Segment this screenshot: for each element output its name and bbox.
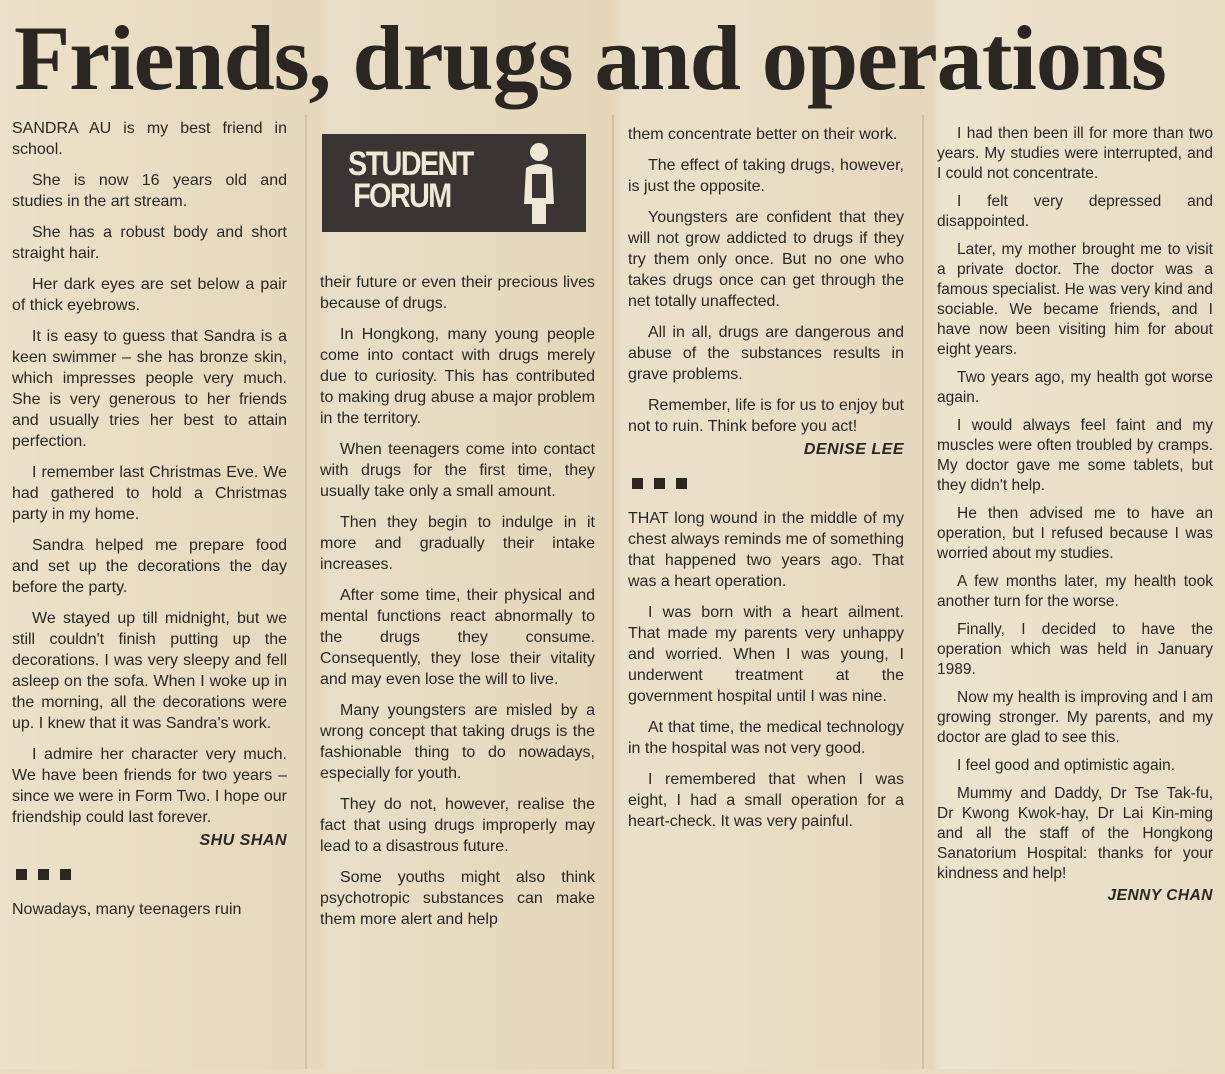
paragraph: their future or even their precious lives because of drugs. — [320, 274, 595, 312]
paragraph: Remember, life is for us to enjoy but not to ruin. Think before you act! — [628, 397, 904, 435]
paragraph: She has a robust body and short straight hair. — [12, 224, 287, 262]
column-3 — [628, 124, 904, 1074]
paragraph: Many youngsters are misled by a wrong concept that taking drugs is the fashionable thing to do nowadays, especially for youth. — [320, 702, 595, 782]
paragraph: We stayed up till midnight, but we still couldn't finish putting up the decorations. I was very sleepy and fell asleep on the sofa. When I woke up in the morning, all the decorations were up. I knew that it was Sandra's work. — [12, 610, 287, 732]
paragraph: Later, my mother brought me to visit a private doctor. The doctor was a famous specialist. He was very kind and sociable. We became friends, and I have now been visiting him for about eight years. — [937, 241, 1213, 358]
column-divider — [922, 115, 924, 1069]
paragraph: They do not, however, realise the fact that using drugs improperly may lead to a disastrous future. — [320, 796, 595, 855]
paragraph: them concentrate better on their work. — [628, 126, 898, 143]
paragraph: I was born with a heart ailment. That made my parents very unhappy and worried. When I was young, I underwent treatment at the government hospital until I was nine. — [628, 604, 904, 705]
paragraph: Now my health is improving and I am growing stronger. My parents, and my doctor are glad to see this. — [937, 689, 1213, 746]
paragraph: Some youths might also think psychotropic substances can make them more alert and help — [320, 869, 595, 928]
paragraph: In Hongkong, many young people come into contact with drugs merely due to curiosity. This has contributed to making drug abuse a major problem in the territory. — [320, 326, 595, 427]
paragraph: Two years ago, my health got worse again. — [937, 369, 1213, 406]
paragraph: After some time, their physical and mental functions react abnormally to the drugs they consume. Consequently, they lose their vitality and may even lose the will to live. — [320, 587, 595, 688]
section-separator — [632, 474, 904, 486]
byline-shu-shan: SHU SHAN — [199, 832, 287, 849]
logo-text: STUDENT FORUM — [348, 145, 473, 215]
paragraph: Her dark eyes are set below a pair of thick eyebrows. — [12, 276, 287, 314]
paragraph: Finally, I decided to have the operation which was held in January 1989. — [937, 621, 1213, 678]
column-divider — [305, 115, 307, 1069]
paragraph: Mummy and Daddy, Dr Tse Tak-fu, Dr Kwong Kwok-hay, Dr Lai Kin-ming and all the staff of the Hongkong Sanatorium Hospital: thanks for your kindness and help! — [937, 785, 1213, 882]
byline-denise-lee: DENISE LEE — [803, 441, 904, 458]
paragraph: He then advised me to have an operation, but I refused because I was worried about my studies. — [937, 505, 1213, 562]
paragraph: Sandra helped me prepare food and set up the decorations the day before the party. — [12, 537, 287, 596]
headline: Friends, drugs and operations — [14, 7, 1166, 109]
paragraph: Then they begin to indulge in it more and gradually their intake increases. — [320, 514, 595, 573]
paragraph: A few months later, my health took another turn for the worse. — [937, 573, 1213, 610]
paragraph: I remember last Christmas Eve. We had gathered to hold a Christmas party in my home. — [12, 464, 287, 523]
paragraph: I admire her character very much. We have been friends for two years – since we were in Form Two. I hope our friendship could last forever. — [12, 746, 287, 826]
column-divider — [612, 115, 614, 1069]
paragraph: The effect of taking drugs, however, is just the opposite. — [628, 157, 904, 195]
paragraph: It is easy to guess that Sandra is a keen swimmer – she has bronze skin, which impresses people very much. She is very generous to her friends and usually tries her best to attain perfection. — [12, 328, 287, 450]
paragraph: Youngsters are confident that they will not grow addicted to drugs if they try them only once. But no one who takes drugs once can get through the net totally unaffected. — [628, 209, 904, 310]
paragraph: She is now 16 years old and studies in the art stream. — [12, 172, 287, 210]
paragraph: Nowadays, many teenagers ruin — [12, 901, 242, 918]
paragraph: At that time, the medical technology in the hospital was not very good. — [628, 719, 904, 757]
paragraph: THAT long wound in the middle of my chest always reminds me of something that happened two years ago. That was a heart operation. — [628, 510, 904, 590]
column-2 — [320, 118, 595, 1068]
section-separator — [16, 865, 287, 877]
column-1 — [12, 118, 287, 1068]
paragraph: I had then been ill for more than two years. My studies were interrupted, and I could not concentrate. — [937, 125, 1213, 182]
paragraph: All in all, drugs are dangerous and abuse of the substances results in grave problems. — [628, 324, 904, 383]
paragraph: When teenagers come into contact with drugs for the first time, they usually take only a small amount. — [320, 441, 595, 500]
student-figure-icon — [512, 140, 562, 226]
paragraph: I felt very depressed and disappointed. — [937, 193, 1213, 230]
column-4 — [937, 124, 1213, 1074]
paragraph: I remembered that when I was eight, I had a small operation for a heart-check. It was very painful. — [628, 771, 904, 830]
paragraph: SANDRA AU is my best friend in school. — [12, 120, 287, 158]
byline-jenny-chan: JENNY CHAN — [1107, 887, 1213, 904]
paragraph: I feel good and optimistic again. — [957, 757, 1175, 774]
student-forum-logo — [322, 134, 586, 232]
paragraph: I would always feel faint and my muscles were often troubled by cramps. My doctor gave me some tablets, but they didn't help. — [937, 417, 1213, 494]
